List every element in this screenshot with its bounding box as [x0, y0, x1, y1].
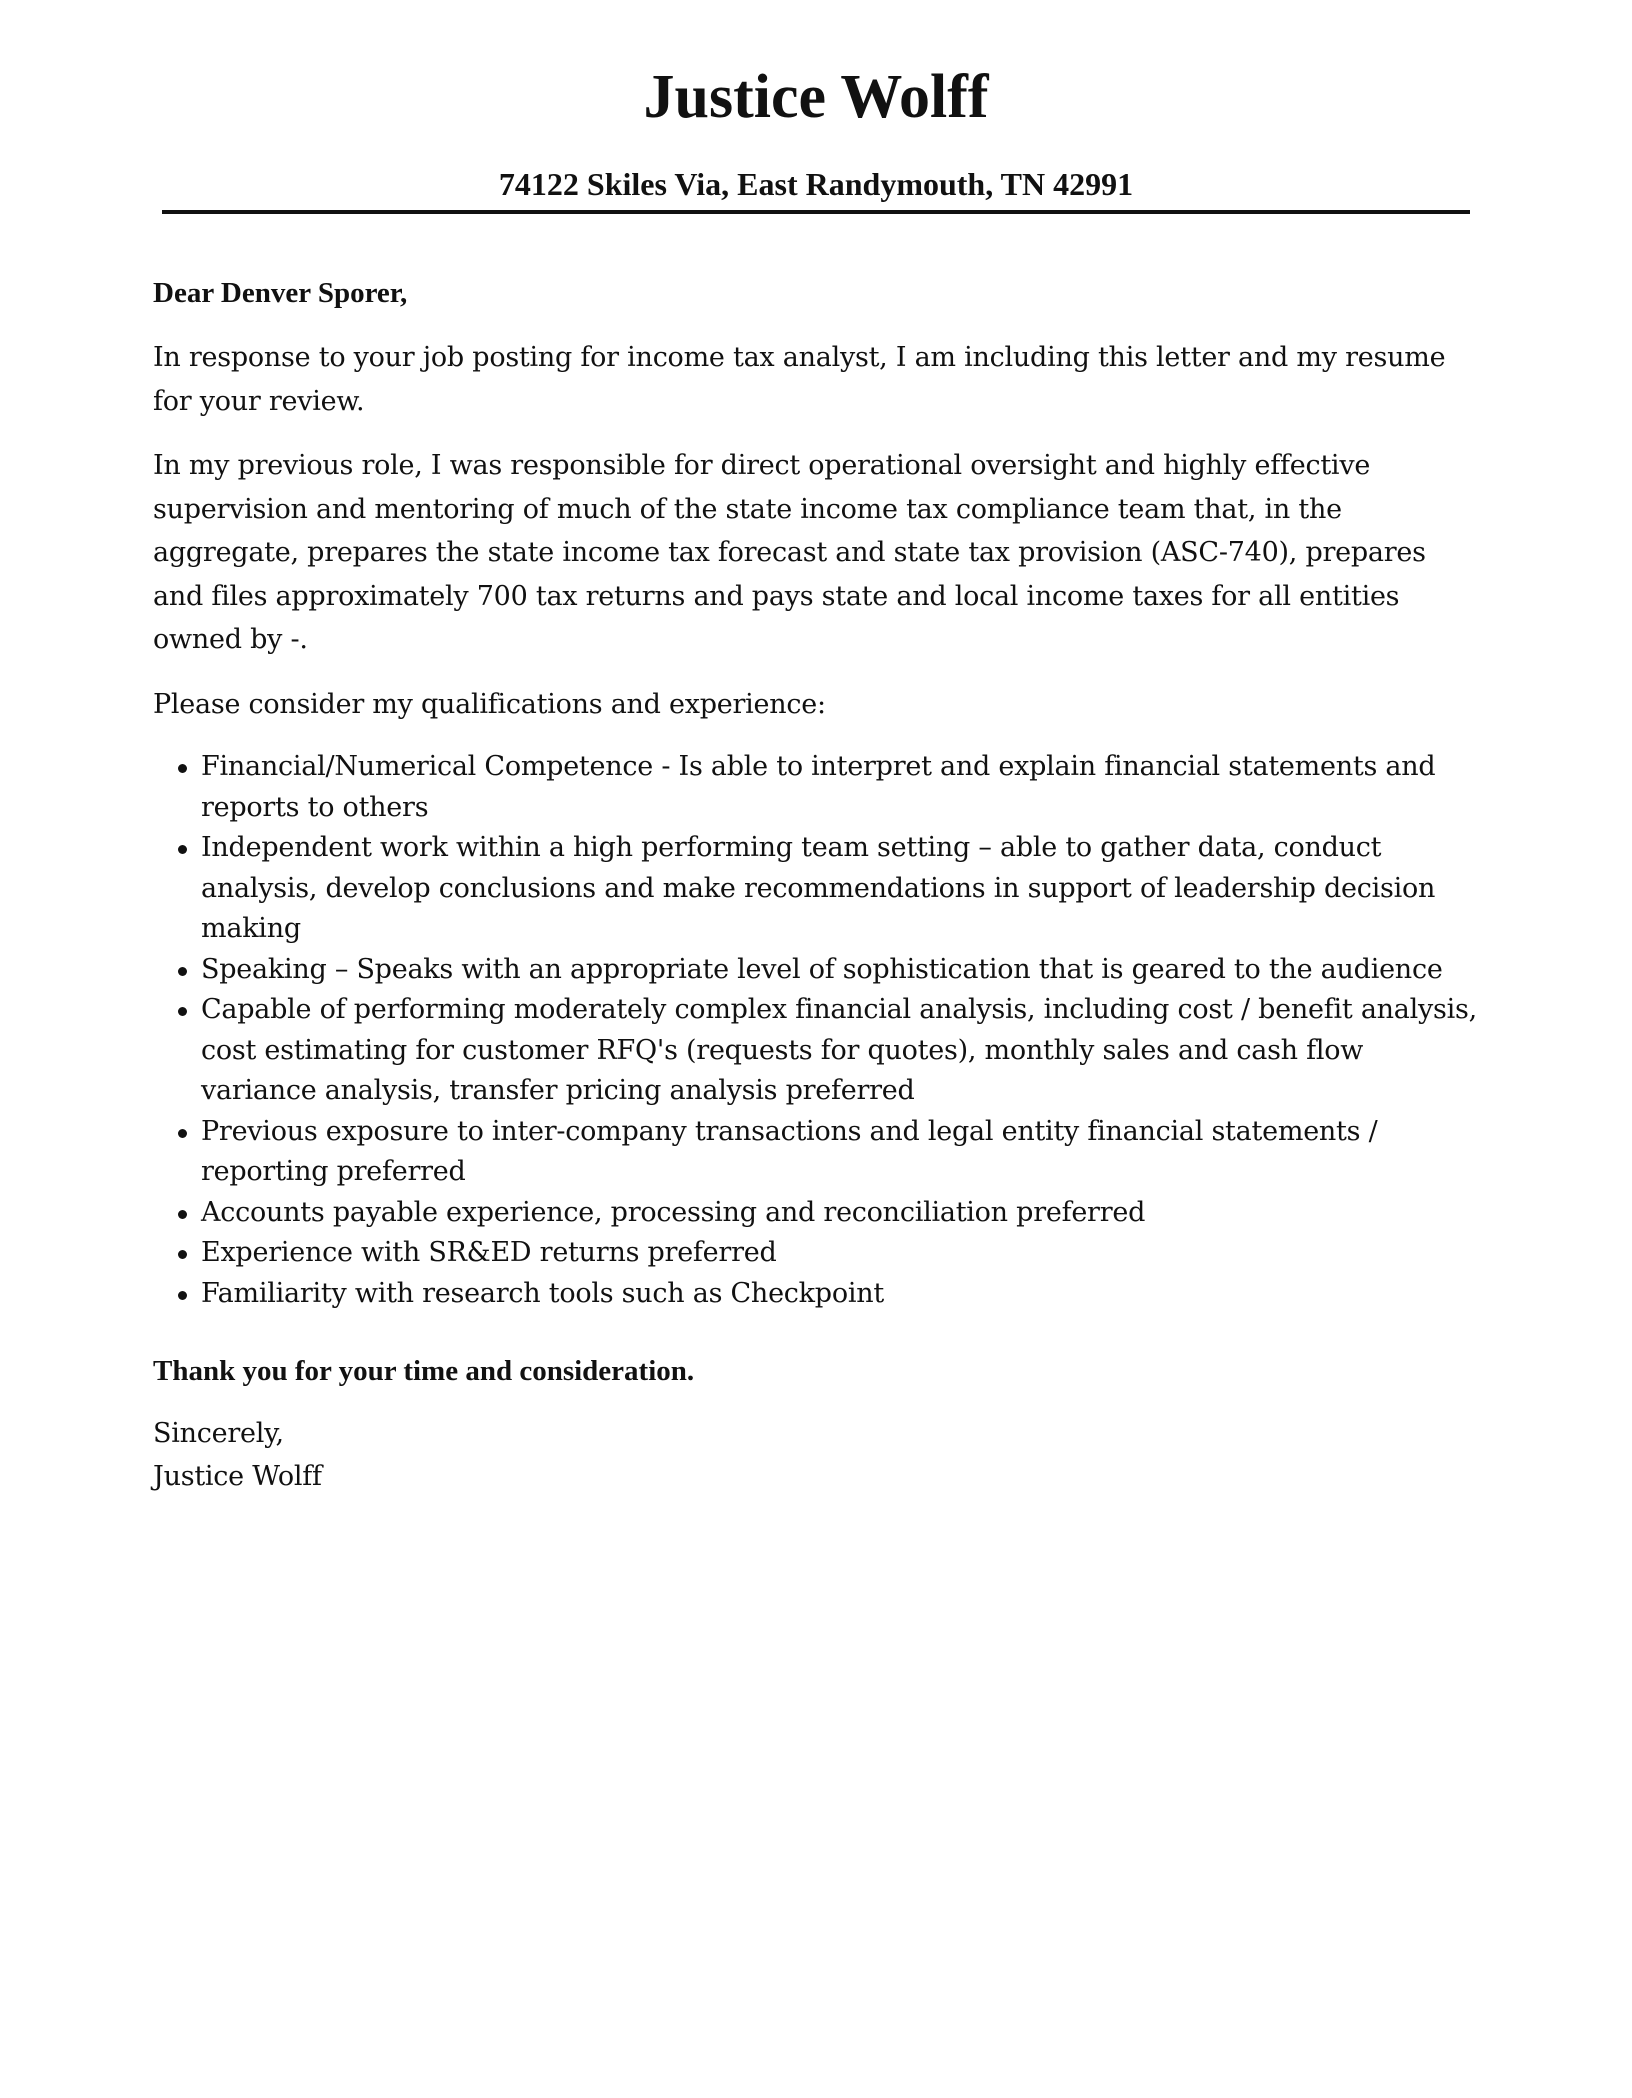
bullet-icon	[178, 764, 187, 773]
header-divider	[162, 210, 1470, 214]
bullet-icon	[178, 967, 187, 976]
letter-body	[153, 272, 1483, 1498]
list-item-text: Previous exposure to inter-company transactions and legal entity financial statements / reporting preferred	[201, 1115, 1378, 1187]
list-item-text: Experience with SR&ED returns preferred	[201, 1237, 777, 1268]
signature: Justice Wolff	[153, 1461, 322, 1492]
bullet-icon	[178, 1291, 187, 1300]
salutation: Dear Denver Sporer,	[153, 277, 408, 309]
list-item-text: Capable of performing moderately complex financial analysis, including cost / benefit analysis, cost estimating for customer RFQ's (requests for quotes), monthly sales and cash flow variance analysis, transfer pricing analysis preferred	[201, 994, 1477, 1106]
bullet-icon	[178, 1210, 187, 1219]
list-item	[153, 990, 1483, 1112]
closing: Sincerely,	[153, 1418, 284, 1449]
list-item	[153, 1233, 1483, 1274]
experience-paragraph: In my previous role, I was responsible for direct operational oversight and highly effective supervision and mentoring of much of the state income tax compliance team that, in the aggregate, prepares the state income tax forecast and state tax provision (ASC-740), prepares and files approximately 700 tax returns and pays state and local income taxes for all entities owned by -.	[153, 450, 1426, 655]
thanks-line: Thank you for your time and consideration.	[153, 1355, 695, 1387]
intro-paragraph: In response to your job posting for income tax analyst, I am including this letter and my resume for your review.	[153, 342, 1446, 417]
list-item-text: Familiarity with research tools such as Checkpoint	[201, 1277, 884, 1309]
list-item-text: Independent work within a high performing team setting – able to gather data, conduct analysis, develop conclusions and make recommendations in support of leadership decision making	[201, 832, 1436, 944]
qualifications-intro: Please consider my qualifications and experience:	[153, 688, 826, 720]
bullet-icon	[178, 1007, 187, 1016]
list-item	[153, 1193, 1483, 1234]
sender-name: Justice Wolff	[643, 63, 989, 131]
bullet-icon	[178, 1250, 187, 1259]
list-item	[153, 1274, 1483, 1315]
list-item-text: Financial/Numerical Competence - Is able to interpret and explain financial statements and reports to others	[201, 751, 1436, 823]
list-item	[153, 828, 1483, 950]
sender-address: 74122 Skiles Via, East Randymouth, TN 42991	[498, 166, 1134, 202]
list-item-text: Accounts payable experience, processing and reconciliation preferred	[201, 1196, 1146, 1228]
list-item	[153, 747, 1483, 828]
bullet-icon	[178, 1129, 187, 1138]
list-item	[153, 950, 1483, 991]
qualifications-list	[153, 747, 1483, 1314]
list-item	[153, 1112, 1483, 1193]
list-item-text: Speaking – Speaks with an appropriate level of sophistication that is geared to the audience	[201, 953, 1443, 985]
bullet-icon	[178, 845, 187, 854]
